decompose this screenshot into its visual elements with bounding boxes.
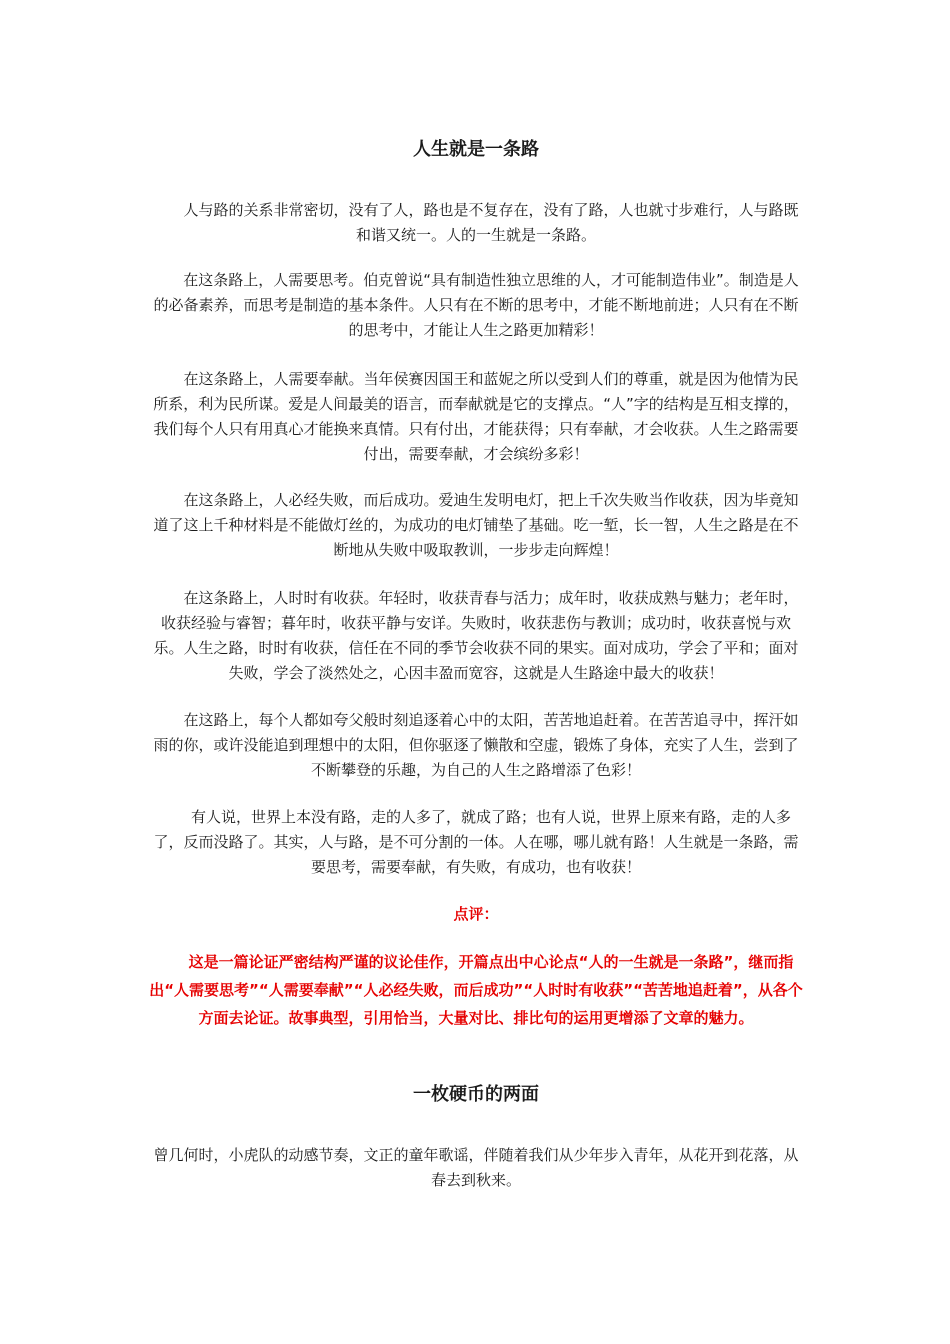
essay1-paragraph-2: 在这条路上，人需要思考。伯克曾说“具有制造性独立思维的人，才可能制造伟业”。制造是人的必备素养，而思考是制造的基本条件。人只有在不断的思考中，才能不断地前进；人只有在不断的思考中，才能让人生之路更加精彩！ (153, 271, 799, 339)
essay2-title: 一枚硬币的两面 (413, 1084, 539, 1105)
essay1-paragraph-6: 在这路上，每个人都如夸父般时刻追逐着心中的太阳，苦苦地追赶着。在苦苦追寻中，挥汗如雨的你，或许没能追到理想中的太阳，但你驱逐了懒散和空虚，锻炼了身体，充实了人生，尝到了不断攀登的乐趣，为自己的人生之路增添了色彩！ (153, 711, 799, 779)
essay1-paragraph-1: 人与路的关系非常密切，没有了人，路也是不复存在，没有了路，人也就寸步难行，人与路既和谐又统一。人的一生就是一条路。 (183, 201, 799, 244)
essay1-paragraph-7: 有人说，世界上本没有路，走的人多了，就成了路；也有人说，世界上原来有路，走的人多了，反而没路了。其实，人与路，是不可分割的一体。人在哪，哪儿就有路！人生就是一条路，需要思考，需要奉献，有失败，有成功，也有收获！ (153, 808, 799, 876)
essay2-paragraph-1: 曾几何时，小虎队的动感节奏，文正的童年歌谣，伴随着我们从少年步入青年，从花开到花落，从春去到秋来。 (153, 1146, 799, 1189)
essay1-title: 人生就是一条路 (413, 139, 539, 160)
essay1-paragraph-4: 在这条路上，人必经失败，而后成功。爱迪生发明电灯，把上千次失败当作收获，因为毕竟知道了这上千种材料是不能做灯丝的，为成功的电灯铺垫了基础。吃一堑，长一智，人生之路是在不断地从失败中吸取教训，一步步走向辉煌！ (153, 491, 799, 559)
review-label: 点评： (453, 905, 499, 923)
review-text: 这是一篇论证严密结构严谨的议论佳作，开篇点出中心论点“人的一生就是一条路”，继而指出“人需要思考”“人需要奉献”“人必经失败，而后成功”“人时时有收获”“苦苦地追赶着”，从各个方面去论证。故事典型，引用恰当，大量对比、排比句的运用更增添了文章的魅力。 (149, 953, 803, 1027)
essay1-paragraph-3: 在这条路上，人需要奉献。当年侯赛因国王和蓝妮之所以受到人们的尊重，就是因为他情为民所系，利为民所谋。爱是人间最美的语言，而奉献就是它的支撑点。“人”字的结构是互相支撑的，我们每个人只有用真心才能换来真情。只有付出，才能获得；只有奉献，才会收获。人生之路需要付出，需要奉献，才会缤纷多彩！ (153, 370, 799, 463)
essay1-paragraph-5: 在这条路上，人时时有收获。年轻时，收获青春与活力；成年时，收获成熟与魅力；老年时，收获经验与睿智；暮年时，收获平静与安详。失败时，收获悲伤与教训；成功时，收获喜悦与欢乐。人生之路，时时有收获，信任在不同的季节会收获不同的果实。面对成功，学会了平和；面对失败，学会了淡然处之，心因丰盈而宽容，这就是人生路途中最大的收获！ (153, 589, 799, 682)
